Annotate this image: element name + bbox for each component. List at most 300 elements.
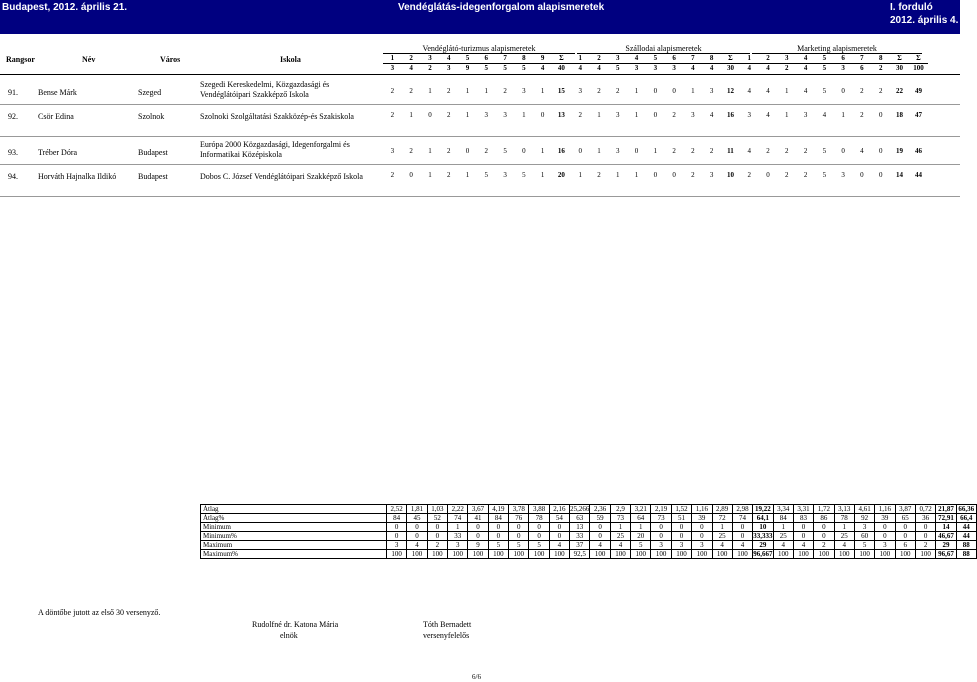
stats-cell: 0 bbox=[651, 532, 671, 541]
stats-cell: 100 bbox=[529, 550, 549, 559]
stats-cell: 1 bbox=[448, 523, 468, 532]
stats-cell: 100 bbox=[590, 550, 610, 559]
row-school: Európa 2000 Közgazdasági, Idegenforgalmi és Informatikai Középiskola bbox=[200, 140, 350, 159]
stats-cell: 2,9 bbox=[610, 505, 630, 514]
stats-row bbox=[201, 514, 977, 523]
score-cell: 5 bbox=[522, 171, 526, 179]
score-cell: 5 bbox=[822, 87, 827, 95]
score-row bbox=[383, 171, 928, 180]
score-cell: 4 bbox=[766, 87, 770, 95]
row-name: Horváth Hajnalka Ildikó bbox=[38, 172, 117, 181]
score-cell: 2 bbox=[709, 147, 714, 155]
stats-cell: 6 bbox=[895, 541, 915, 550]
stats-cell: 4 bbox=[590, 541, 610, 550]
max-points-cell: 2 bbox=[421, 64, 440, 74]
stats-cell: 37 bbox=[570, 541, 590, 550]
max-points-cell: 9 bbox=[458, 64, 477, 74]
finalists-note: A döntőbe jutott az első 30 versenyző. bbox=[38, 608, 161, 617]
stats-cell: 2,19 bbox=[651, 505, 671, 514]
score-cell: 1 bbox=[785, 87, 789, 95]
score-cell: 0 bbox=[841, 147, 845, 155]
stats-label: Maximum bbox=[201, 541, 387, 550]
task-number-cell: 4 bbox=[803, 54, 808, 62]
score-cell: 18 bbox=[895, 111, 903, 119]
score-cell: 2 bbox=[390, 171, 395, 179]
max-points-cell: 3 bbox=[383, 64, 402, 74]
score-cell: 2 bbox=[747, 171, 751, 179]
max-points-cell: 4 bbox=[533, 64, 552, 74]
stats-cell: 0 bbox=[488, 523, 508, 532]
stats-cell: 100 bbox=[834, 550, 854, 559]
stats-cell: 2,89 bbox=[712, 505, 732, 514]
score-cell: 0 bbox=[672, 87, 676, 95]
score-cell: 2 bbox=[860, 111, 864, 119]
stats-cell: 0 bbox=[915, 532, 935, 541]
score-cell: 2 bbox=[409, 87, 413, 95]
score-cell: 1 bbox=[634, 87, 639, 95]
score-cell: 1 bbox=[634, 111, 639, 119]
score-cell: 1 bbox=[616, 171, 620, 179]
header-divider bbox=[0, 74, 960, 75]
score-cell: 3 bbox=[522, 87, 526, 95]
score-cell: 0 bbox=[522, 147, 526, 155]
stats-cell: 4 bbox=[712, 541, 732, 550]
score-cell: 46 bbox=[914, 147, 922, 155]
stats-cell: 4 bbox=[549, 541, 569, 550]
row-divider bbox=[0, 164, 960, 165]
stats-cell: 0 bbox=[509, 523, 529, 532]
stats-cell: 0 bbox=[671, 532, 691, 541]
task-number-cell: Σ bbox=[916, 54, 921, 62]
stats-cell: 100 bbox=[427, 550, 447, 559]
stats-cell: 36 bbox=[915, 514, 935, 523]
row-rank: 92. bbox=[8, 112, 18, 121]
stats-row bbox=[201, 541, 977, 550]
score-cell: 19 bbox=[895, 147, 903, 155]
score-cell: 4 bbox=[747, 87, 751, 95]
score-cell: 16 bbox=[726, 111, 734, 119]
stats-cell: 83 bbox=[793, 514, 813, 523]
stats-cell: 1 bbox=[712, 523, 732, 532]
stats-cell: 1,52 bbox=[671, 505, 691, 514]
stats-cell: 100 bbox=[915, 550, 935, 559]
score-cell: 2 bbox=[691, 171, 695, 179]
stats-row bbox=[201, 505, 977, 514]
score-cell: 2 bbox=[785, 171, 789, 179]
stats-cell: 92 bbox=[854, 514, 874, 523]
signatory-2-role: versenyfelelős bbox=[423, 631, 470, 640]
score-cell: 3 bbox=[709, 87, 714, 95]
score-cell: 2 bbox=[578, 111, 582, 119]
row-city: Budapest bbox=[138, 172, 168, 181]
signatory-2-name: Tóth Bernadett bbox=[423, 620, 472, 629]
score-cell: 2 bbox=[860, 87, 864, 95]
score-cell: 2 bbox=[390, 87, 395, 95]
score-cell: 1 bbox=[428, 147, 432, 155]
score-row bbox=[383, 111, 928, 120]
stats-cell: 92,5 bbox=[570, 550, 590, 559]
stats-cell: 88 bbox=[956, 541, 976, 550]
score-cell: 16 bbox=[557, 147, 565, 155]
max-points-cell: 4 bbox=[702, 64, 721, 74]
score-cell: 1 bbox=[653, 147, 658, 155]
stats-cell: 84 bbox=[773, 514, 793, 523]
row-name: Csör Edina bbox=[38, 112, 74, 121]
score-cell: 2 bbox=[672, 147, 676, 155]
task-number-cell: Σ bbox=[897, 54, 902, 62]
max-points-cell: 3 bbox=[627, 64, 646, 74]
max-points-cell: 3 bbox=[834, 64, 853, 74]
stats-cell: 3 bbox=[854, 523, 874, 532]
row-divider bbox=[0, 136, 960, 137]
stats-cell: 100 bbox=[651, 550, 671, 559]
header-round-date: 2012. április 4. bbox=[890, 15, 959, 26]
score-cell: 0 bbox=[653, 87, 658, 95]
score-cell: 0 bbox=[653, 171, 658, 179]
section-szallodai: Szállodai alapismeretek bbox=[577, 44, 750, 54]
col-name: Név bbox=[82, 55, 96, 64]
max-points-cell: 6 bbox=[853, 64, 872, 74]
task-number-cell: 5 bbox=[653, 54, 658, 62]
task-number-cell: 7 bbox=[691, 54, 695, 62]
max-points-cell: 5 bbox=[496, 64, 515, 74]
score-cell: 1 bbox=[484, 87, 489, 95]
stats-cell: 1,03 bbox=[427, 505, 447, 514]
header-date: Budapest, 2012. április 21. bbox=[2, 2, 128, 13]
score-cell: 2 bbox=[785, 147, 789, 155]
score-cell: 3 bbox=[578, 87, 582, 95]
stats-label: Minimum% bbox=[201, 532, 387, 541]
stats-cell: 3,31 bbox=[793, 505, 813, 514]
stats-cell: 100 bbox=[712, 550, 732, 559]
stats-cell: 25 bbox=[773, 532, 793, 541]
stats-cell: 0 bbox=[529, 532, 549, 541]
score-cell: 2 bbox=[409, 147, 413, 155]
stats-cell: 100 bbox=[854, 550, 874, 559]
stats-cell: 96,67 bbox=[936, 550, 956, 559]
score-cell: 10 bbox=[726, 171, 734, 179]
max-points-cell: 30 bbox=[890, 64, 909, 74]
max-points-cell: 30 bbox=[721, 64, 740, 74]
task-number-cell: 2 bbox=[409, 54, 413, 62]
stats-cell: 0 bbox=[468, 532, 488, 541]
stats-cell: 66,36 bbox=[956, 505, 976, 514]
stats-cell: 1 bbox=[631, 523, 651, 532]
score-cell: 11 bbox=[727, 147, 734, 155]
stats-cell: 2,36 bbox=[590, 505, 610, 514]
score-cell: 2 bbox=[691, 147, 695, 155]
stats-cell: 0 bbox=[549, 532, 569, 541]
task-number-cell: 9 bbox=[540, 54, 545, 62]
score-cell: 0 bbox=[766, 171, 770, 179]
stats-cell: 100 bbox=[631, 550, 651, 559]
score-cell: 0 bbox=[428, 111, 432, 119]
score-cell: 1 bbox=[540, 147, 545, 155]
stats-cell: 0 bbox=[509, 532, 529, 541]
stats-cell: 13 bbox=[570, 523, 590, 532]
max-points-cell: 5 bbox=[514, 64, 533, 74]
task-number-cell: 5 bbox=[822, 54, 827, 62]
row-divider bbox=[0, 196, 960, 197]
stats-cell: 100 bbox=[895, 550, 915, 559]
score-cell: 0 bbox=[578, 147, 582, 155]
stats-cell: 100 bbox=[448, 550, 468, 559]
score-cell: 1 bbox=[465, 111, 470, 119]
row-city: Szeged bbox=[138, 88, 162, 97]
stats-cell: 14 bbox=[936, 523, 956, 532]
stats-cell: 0 bbox=[427, 523, 447, 532]
stats-cell: 59 bbox=[590, 514, 610, 523]
stats-cell: 25 bbox=[610, 532, 630, 541]
stats-cell: 2,98 bbox=[732, 505, 752, 514]
score-row bbox=[383, 147, 928, 156]
score-cell: 0 bbox=[878, 147, 883, 155]
row-name: Tréber Dóra bbox=[38, 148, 78, 157]
score-cell: 0 bbox=[860, 171, 864, 179]
task-number-cell: 2 bbox=[597, 54, 601, 62]
score-cell: 1 bbox=[465, 87, 470, 95]
score-cell: 3 bbox=[616, 147, 620, 155]
stats-cell: 100 bbox=[407, 550, 427, 559]
stats-cell: 0 bbox=[793, 523, 813, 532]
score-cell: 5 bbox=[822, 171, 827, 179]
score-cell: 4 bbox=[822, 111, 827, 119]
score-cell: 1 bbox=[578, 171, 582, 179]
stats-cell: 64,1 bbox=[753, 514, 773, 523]
stats-cell: 29 bbox=[936, 541, 956, 550]
stats-cell: 0 bbox=[732, 532, 752, 541]
stats-cell: 100 bbox=[793, 550, 813, 559]
stats-cell: 54 bbox=[549, 514, 569, 523]
stats-cell: 72 bbox=[712, 514, 732, 523]
task-header-table bbox=[383, 54, 928, 73]
stats-cell: 33 bbox=[570, 532, 590, 541]
stats-cell: 0 bbox=[875, 523, 895, 532]
stats-cell: 4 bbox=[610, 541, 630, 550]
stats-cell: 64 bbox=[631, 514, 651, 523]
stats-cell: 86 bbox=[814, 514, 834, 523]
stats-cell: 1,72 bbox=[814, 505, 834, 514]
stats-cell: 96,667 bbox=[753, 550, 773, 558]
max-points-cell: 4 bbox=[402, 64, 421, 74]
stats-cell: 3,87 bbox=[895, 505, 915, 514]
stats-cell: 39 bbox=[875, 514, 895, 523]
max-points-cell: 4 bbox=[759, 64, 778, 74]
score-cell: 3 bbox=[841, 171, 845, 179]
score-cell: 1 bbox=[597, 111, 601, 119]
stats-cell: 3 bbox=[692, 541, 712, 550]
stats-cell: 0 bbox=[732, 523, 752, 532]
stats-cell: 84 bbox=[488, 514, 508, 523]
stats-cell: 19,22 bbox=[753, 505, 773, 514]
task-number-cell: Σ bbox=[728, 54, 733, 62]
score-cell: 2 bbox=[390, 111, 395, 119]
score-cell: 2 bbox=[672, 111, 676, 119]
stats-cell: 0 bbox=[407, 523, 427, 532]
stats-cell: 0 bbox=[814, 532, 834, 541]
row-divider bbox=[0, 104, 960, 105]
score-cell: 2 bbox=[878, 87, 883, 95]
stats-cell: 88 bbox=[956, 550, 976, 559]
max-points-cell: 3 bbox=[439, 64, 458, 74]
score-cell: 5 bbox=[484, 171, 489, 179]
stats-cell: 4 bbox=[407, 541, 427, 550]
score-cell: 13 bbox=[557, 111, 565, 119]
score-cell: 3 bbox=[616, 111, 620, 119]
score-row bbox=[383, 87, 928, 96]
stats-label: Átlag bbox=[201, 505, 387, 514]
score-cell: 1 bbox=[540, 87, 545, 95]
max-points-cell: 2 bbox=[777, 64, 796, 74]
header-round: I. forduló bbox=[890, 2, 933, 13]
score-cell: 3 bbox=[747, 111, 751, 119]
score-cell: 4 bbox=[803, 87, 808, 95]
stats-cell: 45 bbox=[407, 514, 427, 523]
stats-cell: 4 bbox=[793, 541, 813, 550]
max-points-row bbox=[383, 64, 928, 74]
stats-cell: 3,67 bbox=[468, 505, 488, 514]
stats-row bbox=[201, 550, 977, 559]
stats-cell: 4 bbox=[732, 541, 752, 550]
stats-cell: 21,87 bbox=[936, 505, 956, 514]
stats-cell: 1,81 bbox=[407, 505, 427, 514]
task-number-cell: 1 bbox=[747, 54, 751, 62]
score-cell: 5 bbox=[822, 147, 827, 155]
stats-cell: 41 bbox=[468, 514, 488, 523]
stats-cell: 3,78 bbox=[509, 505, 529, 514]
stats-cell: 66,4 bbox=[956, 514, 976, 523]
stats-cell: 0 bbox=[590, 523, 610, 532]
stats-cell: 1,16 bbox=[692, 505, 712, 514]
stats-label: Minimum bbox=[201, 523, 387, 532]
score-cell: 2 bbox=[503, 87, 507, 95]
stats-cell: 3 bbox=[671, 541, 691, 550]
stats-cell: 100 bbox=[610, 550, 630, 559]
task-number-cell: 6 bbox=[841, 54, 845, 62]
row-school: Dobos C. József Vendéglátóipari Szakképző Iskola bbox=[200, 172, 363, 181]
task-number-cell: 2 bbox=[766, 54, 770, 62]
stats-cell: 0 bbox=[814, 523, 834, 532]
stats-cell: 100 bbox=[509, 550, 529, 559]
max-points-cell: 4 bbox=[571, 64, 590, 74]
score-cell: 2 bbox=[616, 87, 620, 95]
signatory-1-name: Rudolfné dr. Katona Mária bbox=[252, 620, 339, 629]
max-points-cell: 40 bbox=[552, 64, 571, 74]
score-cell: 1 bbox=[428, 87, 432, 95]
score-cell: 20 bbox=[557, 171, 565, 179]
stats-cell: 3 bbox=[387, 541, 407, 550]
stats-label: Maximum% bbox=[201, 550, 387, 559]
page-number: 6/6 bbox=[472, 673, 481, 681]
stats-cell: 65 bbox=[895, 514, 915, 523]
stats-cell: 74 bbox=[448, 514, 468, 523]
section-marketing: Marketing alapismeretek bbox=[752, 44, 922, 54]
stats-cell: 100 bbox=[814, 550, 834, 559]
stats-cell: 3 bbox=[651, 541, 671, 550]
task-number-row bbox=[383, 54, 928, 64]
score-cell: 3 bbox=[503, 111, 507, 119]
header-title: Vendéglátás-idegenforgalom alapismeretek bbox=[398, 2, 605, 13]
max-points-cell: 4 bbox=[740, 64, 759, 74]
stats-cell: 0 bbox=[895, 532, 915, 541]
stats-cell: 0 bbox=[407, 532, 427, 541]
stats-cell: 2 bbox=[427, 541, 447, 550]
score-cell: 12 bbox=[726, 87, 734, 95]
score-cell: 0 bbox=[841, 87, 845, 95]
max-points-cell: 3 bbox=[646, 64, 665, 74]
score-cell: 22 bbox=[895, 87, 903, 95]
score-cell: 4 bbox=[709, 111, 714, 119]
task-number-cell: 1 bbox=[390, 54, 395, 62]
row-rank: 93. bbox=[8, 148, 18, 157]
task-number-cell: 3 bbox=[785, 54, 789, 62]
stats-cell: 25 bbox=[834, 532, 854, 541]
stats-cell: 39 bbox=[692, 514, 712, 523]
signatory-1-role: elnök bbox=[280, 631, 298, 640]
score-cell: 2 bbox=[803, 171, 808, 179]
stats-cell: 46,67 bbox=[936, 532, 956, 541]
stats-cell: 0 bbox=[549, 523, 569, 532]
score-cell: 3 bbox=[484, 111, 489, 119]
stats-cell: 0 bbox=[590, 532, 610, 541]
score-cell: 1 bbox=[691, 87, 695, 95]
stats-cell: 4 bbox=[773, 541, 793, 550]
row-rank: 94. bbox=[8, 172, 18, 181]
stats-cell: 33 bbox=[448, 532, 468, 541]
score-cell: 4 bbox=[747, 147, 751, 155]
stats-cell: 2,52 bbox=[387, 505, 407, 514]
stats-cell: 4 bbox=[834, 541, 854, 550]
stats-cell: 0,72 bbox=[915, 505, 935, 514]
stats-row bbox=[201, 532, 977, 541]
stats-cell: 78 bbox=[834, 514, 854, 523]
stats-cell: 100 bbox=[549, 550, 569, 559]
score-cell: 2 bbox=[597, 87, 601, 95]
score-cell: 49 bbox=[914, 87, 922, 95]
stats-cell: 5 bbox=[509, 541, 529, 550]
stats-cell: 29 bbox=[753, 541, 773, 550]
score-cell: 1 bbox=[465, 171, 470, 179]
col-city: Város bbox=[160, 55, 181, 64]
stats-cell: 0 bbox=[915, 523, 935, 532]
stats-cell: 5 bbox=[488, 541, 508, 550]
score-cell: 3 bbox=[503, 171, 507, 179]
score-cell: 1 bbox=[540, 171, 545, 179]
title-band bbox=[0, 0, 960, 34]
row-school: Szolnoki Szolgáltatási Szakközép-és Szakiskola bbox=[200, 112, 354, 121]
stats-cell: 4,61 bbox=[854, 505, 874, 514]
stats-cell: 20 bbox=[631, 532, 651, 541]
score-cell: 3 bbox=[691, 111, 695, 119]
task-number-cell: 8 bbox=[878, 54, 883, 62]
score-cell: 2 bbox=[766, 147, 770, 155]
task-number-cell: 6 bbox=[672, 54, 676, 62]
task-number-cell: 7 bbox=[503, 54, 507, 62]
max-points-cell: 4 bbox=[796, 64, 815, 74]
stats-cell: 84 bbox=[387, 514, 407, 523]
stats-cell: 78 bbox=[529, 514, 549, 523]
stats-cell: 25,266 bbox=[570, 505, 590, 513]
max-points-cell: 3 bbox=[665, 64, 684, 74]
task-number-cell: 6 bbox=[484, 54, 489, 62]
stats-cell: 100 bbox=[671, 550, 691, 559]
stats-cell: 0 bbox=[692, 532, 712, 541]
stats-cell: 1 bbox=[610, 523, 630, 532]
score-cell: 0 bbox=[465, 147, 470, 155]
statistics-table bbox=[200, 504, 977, 559]
stats-cell: 5 bbox=[631, 541, 651, 550]
col-school: Iskola bbox=[280, 55, 301, 64]
